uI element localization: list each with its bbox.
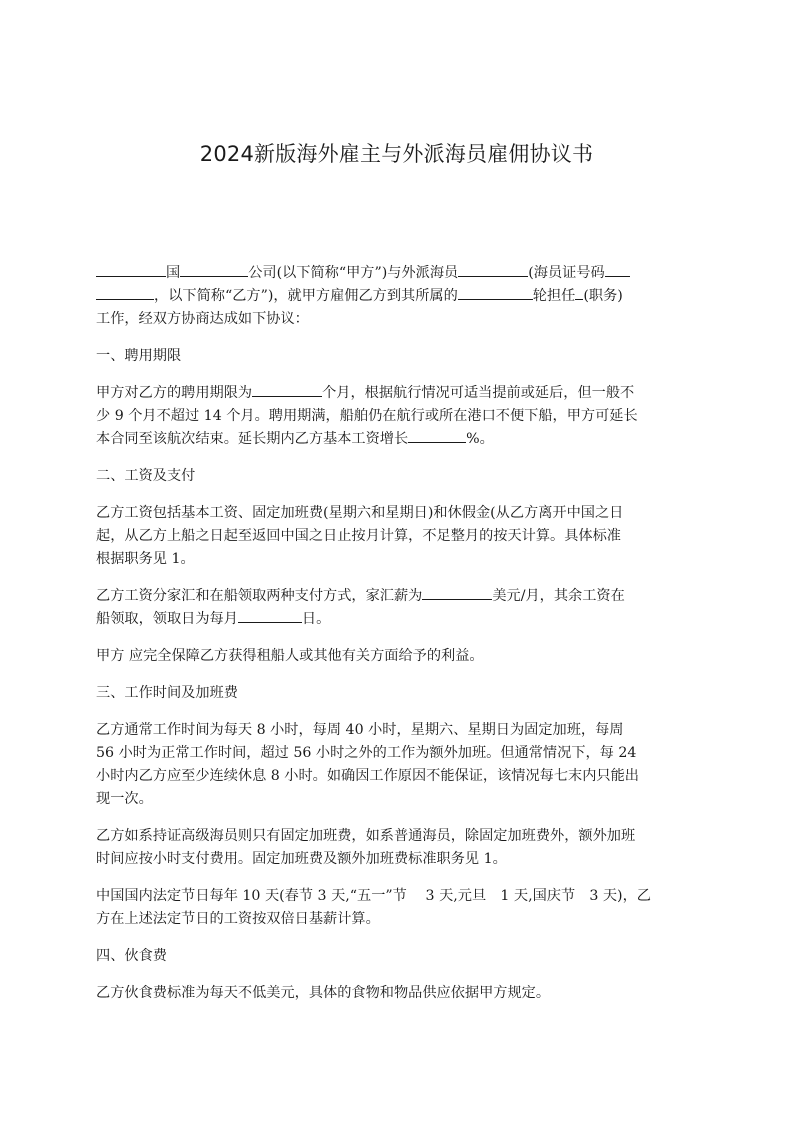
intro-text: ，以下简称“乙方”)，就甲方雇佣乙方到其所属的 (154, 288, 458, 304)
term-line-3 (96, 428, 708, 451)
wages-text: 乙方工资分家汇和在船领取两种支付方式，家汇薪为 (96, 588, 423, 604)
blank-pay-day[interactable] (238, 608, 302, 623)
hours-line: 现一次。 (96, 791, 153, 807)
blank-country[interactable] (96, 262, 166, 277)
wages-line: 根据职务见 1。 (96, 551, 195, 567)
blank-vessel[interactable] (458, 285, 533, 300)
blank-term-months[interactable] (252, 382, 322, 397)
wages-text: 日。 (301, 611, 331, 627)
wages-text: 船领取，领取日为每月 (96, 611, 238, 627)
term-text: 甲方对乙方的聘用期限为 (96, 385, 253, 401)
blank-seafarer-name[interactable] (458, 262, 528, 277)
term-line-1 (96, 382, 708, 405)
hours-paragraph-3 (96, 885, 708, 931)
wages-paragraph-2 (96, 585, 708, 631)
wages-text: 美元/月，其余工资在 (492, 588, 625, 604)
intro-line-2 (96, 285, 708, 308)
hours-paragraph-1 (96, 719, 708, 811)
hours-line: 时间应按小时支付费用。固定加班费及额外加班费标准职务见 1。 (96, 851, 507, 867)
wages-line: 起，从乙方上船之日起至返回中国之日止按月计算，不足整月的按天计算。具体标准 (96, 528, 621, 544)
meals-paragraph: 乙方伙食费标准为每天不低美元，具体的食物和物品供应依据甲方规定。 (96, 985, 551, 1001)
wages-paragraph-3: 甲方 应完全保障乙方获得租船人或其他有关方面给予的利益。 (96, 648, 484, 664)
document-title: 2024新版海外雇主与外派海员雇佣协议书 (199, 142, 594, 166)
intro-text: 公司(以下简称“甲方”)与外派海员 (248, 265, 459, 281)
intro-text: (职务) (583, 288, 623, 304)
blank-seafarer-id-cont[interactable] (96, 285, 154, 300)
hours-line: 乙方如系持证高级海员则只有固定加班费，如系普通海员，除固定加班费外，额外加班 (96, 828, 636, 844)
intro-line-1 (96, 262, 708, 285)
document-body (96, 262, 708, 1019)
hours-line: 中国国内法定节日每年 10 天(春节 3 天,“五一”节 3 天,元旦 1 天,国庆节 3 天)，乙 (96, 888, 651, 904)
blank-seafarer-id[interactable] (605, 262, 630, 277)
intro-text: (海员证号码 (528, 265, 605, 281)
hours-line: 小时内乙方应至少连续休息 8 小时。如确因工作原因不能保证，该情况每七末内只能出 (96, 768, 639, 784)
term-paragraph (96, 382, 708, 451)
wages-line (96, 585, 708, 608)
hours-line: 方在上述法定节日的工资按双倍日基薪计算。 (96, 911, 380, 927)
section-heading-term: 一、聘用期限 (96, 348, 182, 364)
blank-salary-increase[interactable] (408, 428, 466, 443)
intro-paragraph (96, 262, 708, 331)
term-text: %。 (466, 431, 494, 447)
term-text: 本合同至该航次结束。延长期内乙方基本工资增长 (96, 431, 409, 447)
intro-text: 国 (166, 265, 181, 281)
hours-line: 乙方通常工作时间为每天 8 小时，每周 40 小时，星期六、星期日为固定加班，每周 (96, 722, 624, 738)
blank-company[interactable] (180, 262, 248, 277)
term-line-2: 少 9 个月不超过 14 个月。聘用期满，船舶仍在航行或所在港口不便下船，甲方可延长 (96, 408, 638, 424)
wages-paragraph-1 (96, 502, 708, 571)
intro-line-3: 工作，经双方协商达成如下协议： (96, 311, 309, 327)
hours-line: 56 小时为正常工作时间，超过 56 小时之外的工作为额外加班。但通常情况下，每 24 (96, 745, 637, 761)
wages-line (96, 608, 708, 631)
term-text: 个月，根据航行情况可适当提前或延后，但一般不 (322, 385, 635, 401)
section-heading-hours: 三、工作时间及加班费 (96, 685, 238, 701)
hours-paragraph-2 (96, 825, 708, 871)
blank-home-remittance[interactable] (422, 585, 492, 600)
section-heading-wages: 二、工资及支付 (96, 468, 196, 484)
section-heading-meals: 四、伙食费 (96, 948, 167, 964)
intro-text: 轮担任 (532, 288, 576, 304)
wages-line: 乙方工资包括基本工资、固定加班费(星期六和星期日)和休假金(从乙方离开中国之日 (96, 505, 624, 521)
